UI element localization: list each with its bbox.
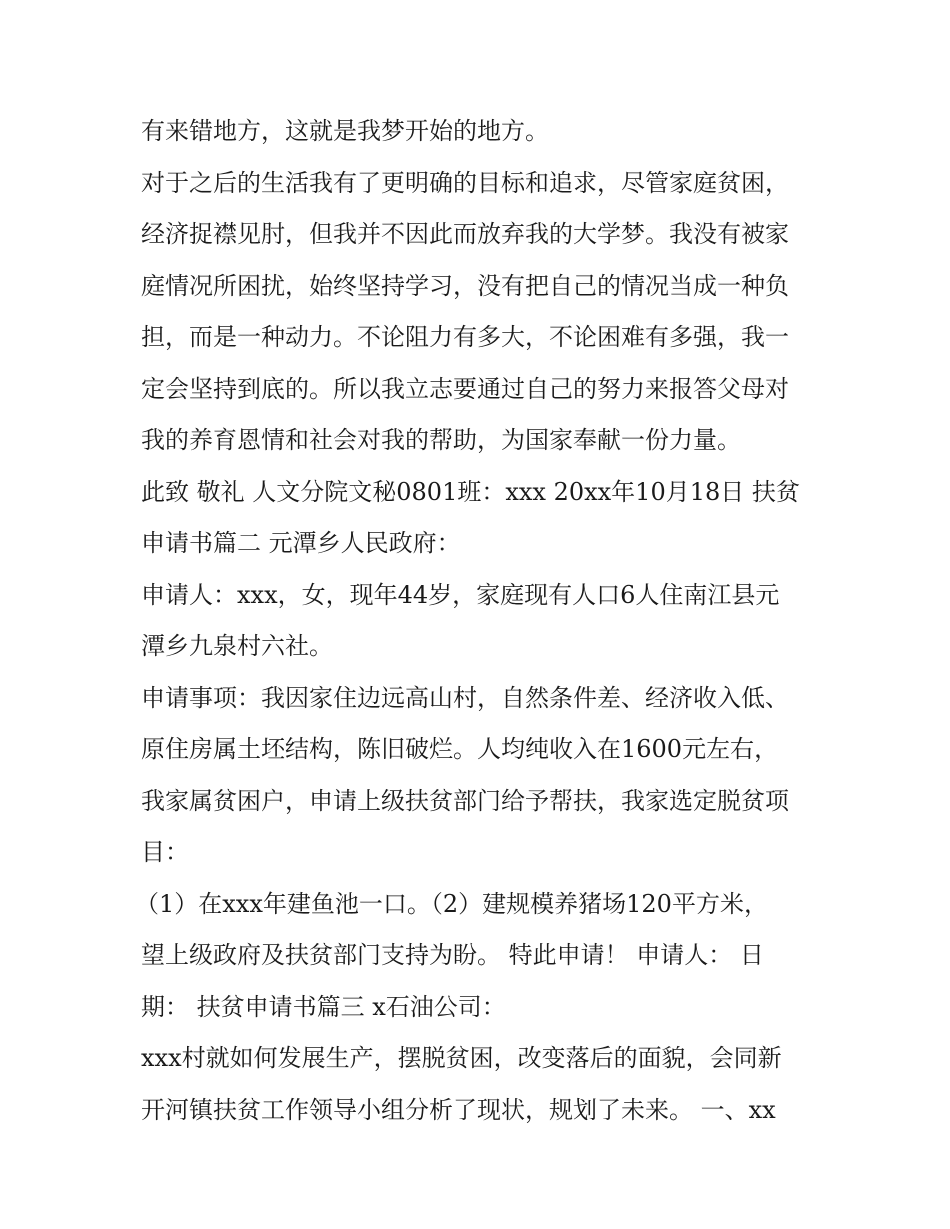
- text-line: 经济捉襟见肘，但我并不因此而放弃我的大学梦。我没有被家: [141, 220, 789, 248]
- text-line: 目：: [141, 838, 189, 866]
- text-line: 申请事项：我因家住边远高山村，自然条件差、经济收入低、: [141, 683, 789, 712]
- text-line: 担，而是一种动力。不论阻力有多大，不论困难有多强，我一: [141, 323, 789, 351]
- text-line: 我家属贫困户，申请上级扶贫部门给予帮扶，我家选定脱贫项: [141, 786, 789, 815]
- text-line: （1）在xxx年建鱼池一口。（2）建规模养猪场120平方米，: [135, 889, 768, 918]
- text-line: 潭乡九泉村六社。: [141, 632, 333, 660]
- text-line: 望上级政府及扶贫部门支持为盼。 特此申请！ 申请人： 日: [141, 941, 764, 969]
- text-line: 申请书篇二 元潭乡人民政府：: [141, 529, 461, 557]
- text-line: 申请人：xxx，女，现年44岁，家庭现有人口6人住南江县元: [141, 580, 780, 609]
- text-line: 开河镇扶贫工作领导小组分析了现状，规划了未来。 一、xx: [141, 1095, 776, 1124]
- text-line: 对于之后的生活我有了更明确的目标和追求，尽管家庭贫困，: [141, 168, 789, 197]
- text-line: xxx村就如何发展生产，摆脱贫困，改变落后的面貌，会同新: [141, 1044, 782, 1072]
- text-line: 期： 扶贫申请书篇三 x石油公司：: [141, 992, 506, 1021]
- text-line: 庭情况所困扰，始终坚持学习，没有把自己的情况当成一种负: [141, 271, 789, 300]
- text-line: 原住房属土坯结构，陈旧破烂。人均纯收入在1600元左右，: [141, 735, 779, 763]
- text-line: 我的养育恩情和社会对我的帮助，为国家奉献一份力量。: [141, 426, 741, 454]
- text-line: 此致 敬礼 人文分院文秘0801班：xxx 20xx年10月18日 扶贫: [141, 477, 800, 506]
- document-body: [135, 106, 821, 1136]
- text-line: 有来错地方，这就是我梦开始的地方。: [141, 117, 549, 145]
- text-line: 定会坚持到底的。所以我立志要通过自己的努力来报答父母对: [141, 374, 789, 403]
